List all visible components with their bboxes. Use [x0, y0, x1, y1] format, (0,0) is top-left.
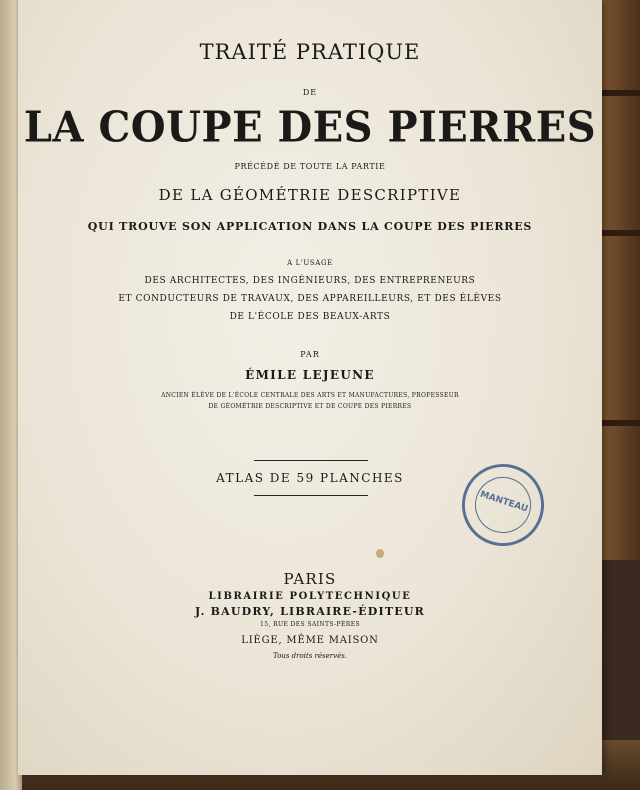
audience-line-2: ET CONDUCTEURS DE TRAVAUX, DES APPAREILLEURS, ET DES ÉLÈVES — [118, 294, 502, 304]
preceded-line: PRÉCÉDÉ DE TOUTE LA PARTIE — [234, 162, 386, 171]
stamp-text: MANTEAU — [478, 489, 530, 515]
publisher-line-2: J. BAUDRY, LIBRAIRE-ÉDITEUR — [195, 605, 425, 618]
author-description-2: DE GÉOMÉTRIE DESCRIPTIVE ET DE COUPE DES PIERRES — [208, 403, 412, 410]
library-stamp — [451, 453, 554, 556]
par-line: PAR — [300, 350, 320, 359]
city: PARIS — [283, 570, 337, 588]
audience-line-1: DES ARCHITECTES, DES INGÉNIEURS, DES ENTREPRENEURS — [144, 276, 476, 286]
rule-top — [254, 460, 368, 461]
rule-bottom — [254, 495, 368, 496]
main-title: LA COUPE DES PIERRES — [23, 102, 597, 153]
author-description-1: ANCIEN ÉLÈVE DE L'ÉCOLE CENTRALE DES ARTS ET MANUFACTURES, PROFESSEUR — [161, 392, 459, 399]
publisher-address: 15, RUE DES SAINTS-PÈRES — [260, 621, 360, 628]
foxing-spot — [376, 549, 384, 558]
subtitle-2: QUI TROUVE SON APPLICATION DANS LA COUPE DES PIERRES — [87, 220, 533, 233]
title-de: DE — [302, 88, 318, 97]
atlas-line: ATLAS DE 59 PLANCHES — [216, 471, 404, 485]
audience-line-3: DE L'ÉCOLE DES BEAUX-ARTS — [229, 312, 391, 322]
usage-line: A L'USAGE — [287, 259, 333, 267]
liege-line: LIÈGE, MÊME MAISON — [241, 635, 379, 646]
author-name: ÉMILE LEJEUNE — [245, 368, 375, 382]
rights-line: Tous droits réservés. — [272, 652, 348, 660]
title-top: TRAITÉ PRATIQUE — [199, 40, 421, 64]
title-page — [18, 0, 602, 775]
publisher-line-1: LIBRAIRIE POLYTECHNIQUE — [208, 591, 412, 602]
subtitle: DE LA GÉOMÉTRIE DESCRIPTIVE — [158, 186, 462, 204]
